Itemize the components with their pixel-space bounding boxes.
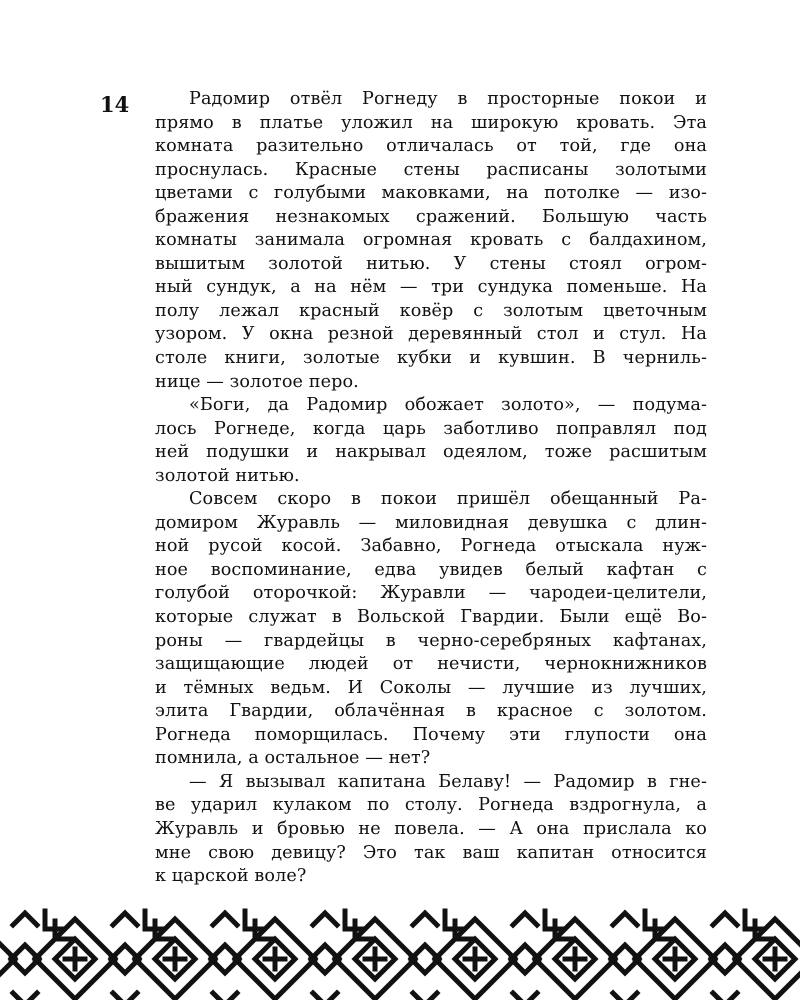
text-line: к царской воле? — [155, 866, 307, 887]
text-line: — Я вызывал капитана Белаву! — Радомир в гне- — [189, 771, 707, 792]
text-line: золотой нитью. — [155, 465, 300, 486]
text-line: проснулась. Красные стены расписаны золотыми — [155, 159, 707, 180]
text-line: лось Рогнеде, когда царь заботливо поправлял под — [155, 418, 707, 439]
text-line: цветами с голубыми маковками, на потолке — изо- — [155, 183, 707, 204]
text-line: ней подушки и накрывал одеялом, тоже расшитым — [155, 442, 707, 463]
text-line: роны — гвардейцы в черно-серебряных кафтанах, — [155, 630, 707, 651]
body-text — [155, 88, 707, 889]
paragraph — [155, 394, 707, 488]
text-line: голубой оторочкой: Журавли — чародеи-целители, — [155, 583, 707, 604]
text-line: ный сундук, а на нём — три сундука поменьше. На — [155, 277, 707, 298]
text-line: Рогнеда поморщилась. Почему эти глупости она — [155, 724, 707, 745]
text-line: бражения незнакомых сражений. Большую часть — [155, 206, 707, 227]
ornament-border — [0, 903, 800, 1000]
text-line: столе книги, золотые кубки и кувшин. В черниль- — [155, 348, 707, 369]
paragraph — [155, 88, 707, 394]
text-line: «Боги, да Радомир обожает золото», — подума- — [189, 395, 707, 416]
paragraph — [155, 488, 707, 771]
text-line: комнаты занимала огромная кровать с балдахином, — [155, 230, 707, 251]
text-line: прямо в платье уложил на широкую кровать. Эта — [155, 112, 707, 133]
text-line: комната разительно отличалась от той, где она — [155, 136, 707, 157]
text-line: защищающие людей от нечисти, чернокнижников — [155, 654, 707, 675]
text-line: и тёмных ведьм. И Соколы — лучшие из лучших, — [155, 677, 707, 698]
text-line: помнила, а остальное — нет? — [155, 748, 431, 769]
page-number: 14 — [100, 92, 130, 117]
text-line: Журавль и бровью не повела. — А она прислала ко — [155, 818, 707, 839]
text-line: которые служат в Вольской Гвардии. Были ещё Во- — [155, 607, 707, 628]
text-line: Радомир отвёл Рогнеду в просторные покои и — [189, 89, 707, 109]
text-line: ное воспоминание, едва увидев белый кафтан с — [155, 559, 707, 580]
text-line: Совсем скоро в покои пришёл обещанный Ра- — [189, 489, 707, 510]
text-line: элита Гвардии, облачённая в красное с золотом. — [155, 701, 707, 722]
text-line: ве ударил кулаком по столу. Рогнеда вздрогнула, а — [155, 795, 707, 816]
paragraph — [155, 771, 707, 889]
folk-ornament-icon — [0, 903, 800, 1000]
text-line: вышитым золотой нитью. У стены стоял огром- — [155, 253, 707, 274]
text-line: ной русой косой. Забавно, Рогнеда отыскала нуж- — [155, 536, 707, 557]
text-line: узором. У окна резной деревянный стол и стул. На — [155, 324, 707, 345]
text-line: нице — золотое перо. — [155, 371, 359, 392]
text-line: домиром Журавль — миловидная девушка с длин- — [155, 512, 707, 533]
text-line: мне свою девицу? Это так ваш капитан относится — [155, 842, 707, 863]
text-line: полу лежал красный ковёр с золотым цветочным — [155, 300, 707, 321]
